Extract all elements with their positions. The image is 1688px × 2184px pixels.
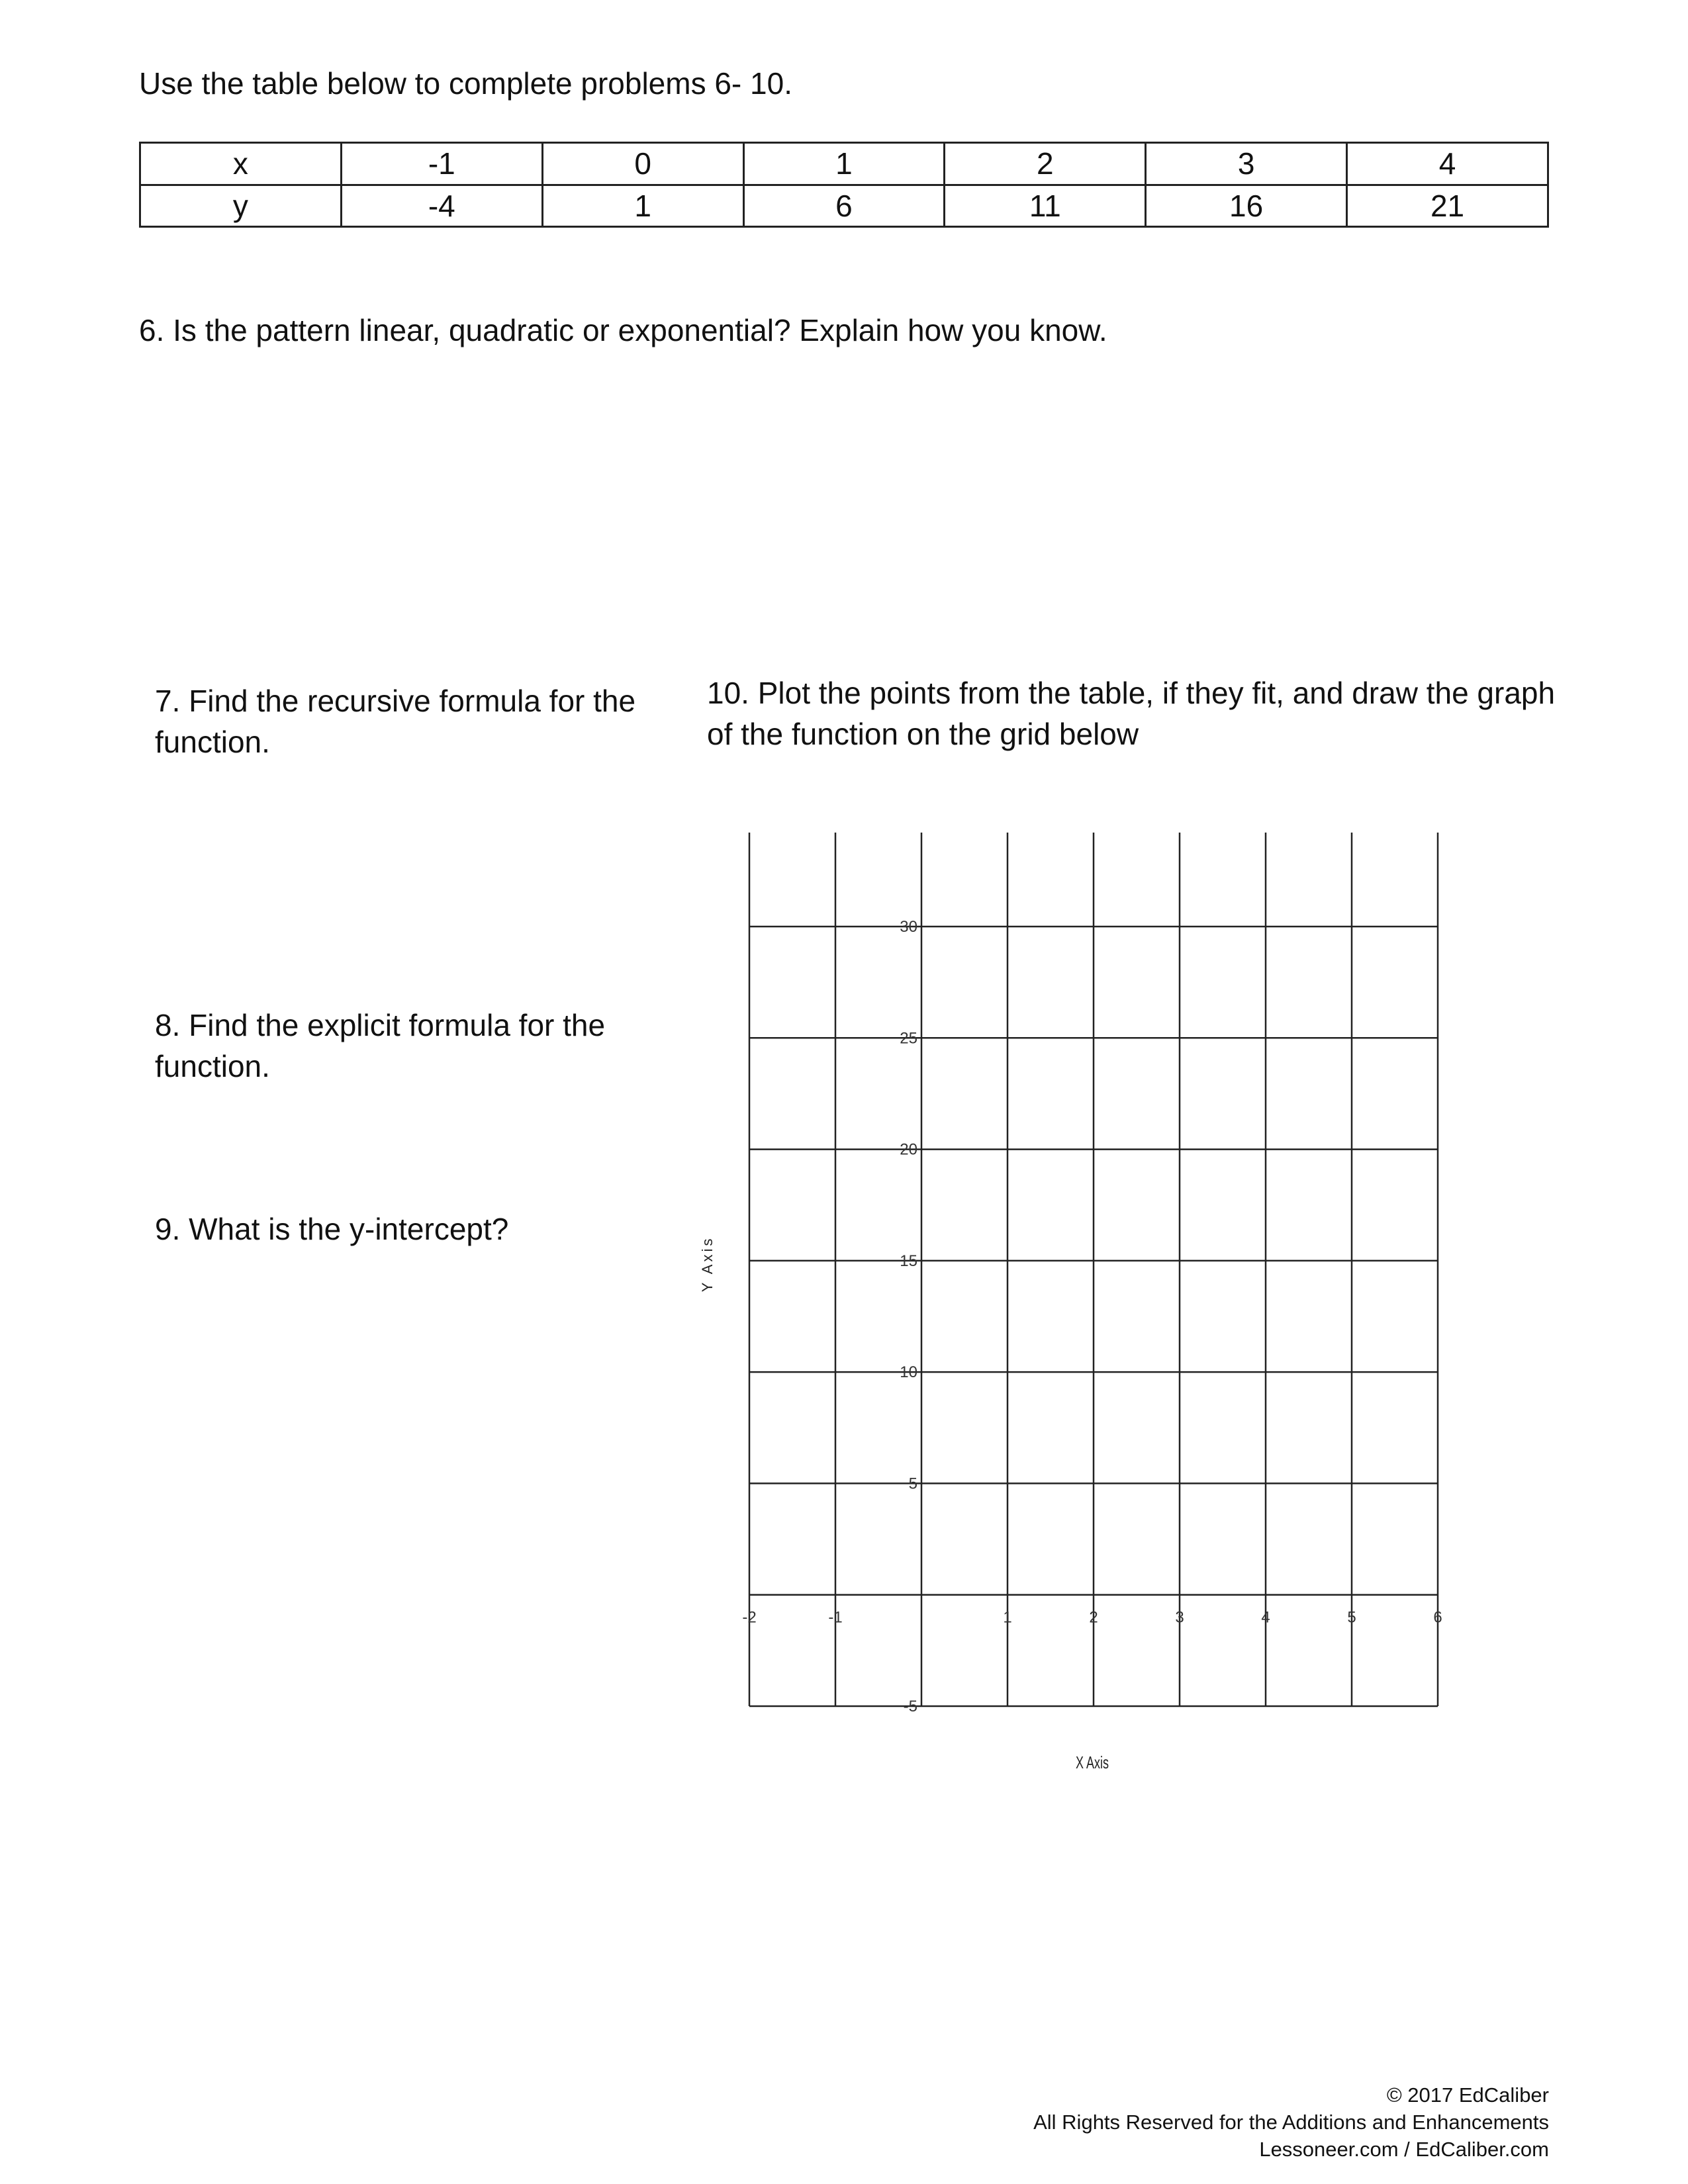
values-table [139,142,1549,228]
y-tick-label: 5 [908,1475,917,1493]
table-cell: 1 [743,143,945,185]
x-tick-label: 5 [1347,1608,1356,1627]
table-row-y [140,185,1548,227]
y-tick-label: -5 [903,1698,917,1715]
x-tick-label: 3 [1175,1608,1184,1627]
x-tick-label: 1 [1003,1608,1012,1627]
y-axis-label: Y Axis [699,1236,716,1293]
x-tick-label: -2 [742,1608,757,1627]
question-10: 10. Plot the points from the table, if they fit, and draw the graph of the function on the grid below [707,676,1556,751]
x-tick-label: -1 [828,1608,843,1627]
x-tick-label: 6 [1433,1608,1442,1627]
table-cell: 4 [1347,143,1548,185]
table-cell: -1 [341,143,542,185]
footer-line: Lessoneer.com / EdCaliber.com [1259,2138,1549,2161]
y-tick-label: 30 [900,918,917,936]
table-header-y: y [140,185,342,227]
copyright-footer [1033,2081,1549,2163]
table-cell: 3 [1146,143,1347,185]
table-cell: 21 [1347,185,1548,227]
y-tick-label: 10 [900,1363,917,1382]
y-tick-label: 25 [900,1029,917,1048]
table-cell: 0 [542,143,743,185]
question-8: 8. Find the explicit formula for the function. [155,1008,606,1083]
coordinate-grid[interactable] [688,821,1483,1787]
x-axis-label: X Axis [1076,1752,1109,1772]
footer-line: All Rights Reserved for the Additions and Enhancements [1033,2111,1549,2134]
x-tick-label: 4 [1261,1608,1270,1627]
table-cell: 16 [1146,185,1347,227]
table-row-x [140,143,1548,185]
table-cell: 2 [945,143,1146,185]
table-cell: 1 [542,185,743,227]
question-7: 7. Find the recursive formula for the function. [155,684,636,759]
table-cell: 6 [743,185,945,227]
y-tick-label: 20 [900,1140,917,1159]
y-tick-label: 15 [900,1251,917,1270]
table-header-x: x [140,143,342,185]
table-cell: -4 [341,185,542,227]
x-tick-label: 2 [1089,1608,1098,1627]
instructions-text: Use the table below to complete problems 6- 10. [139,66,792,101]
question-9: 9. What is the y-intercept? [155,1212,509,1246]
footer-line: © 2017 EdCaliber [1386,2083,1549,2107]
table-cell: 11 [945,185,1146,227]
question-6: 6. Is the pattern linear, quadratic or exponential? Explain how you know. [139,313,1107,347]
